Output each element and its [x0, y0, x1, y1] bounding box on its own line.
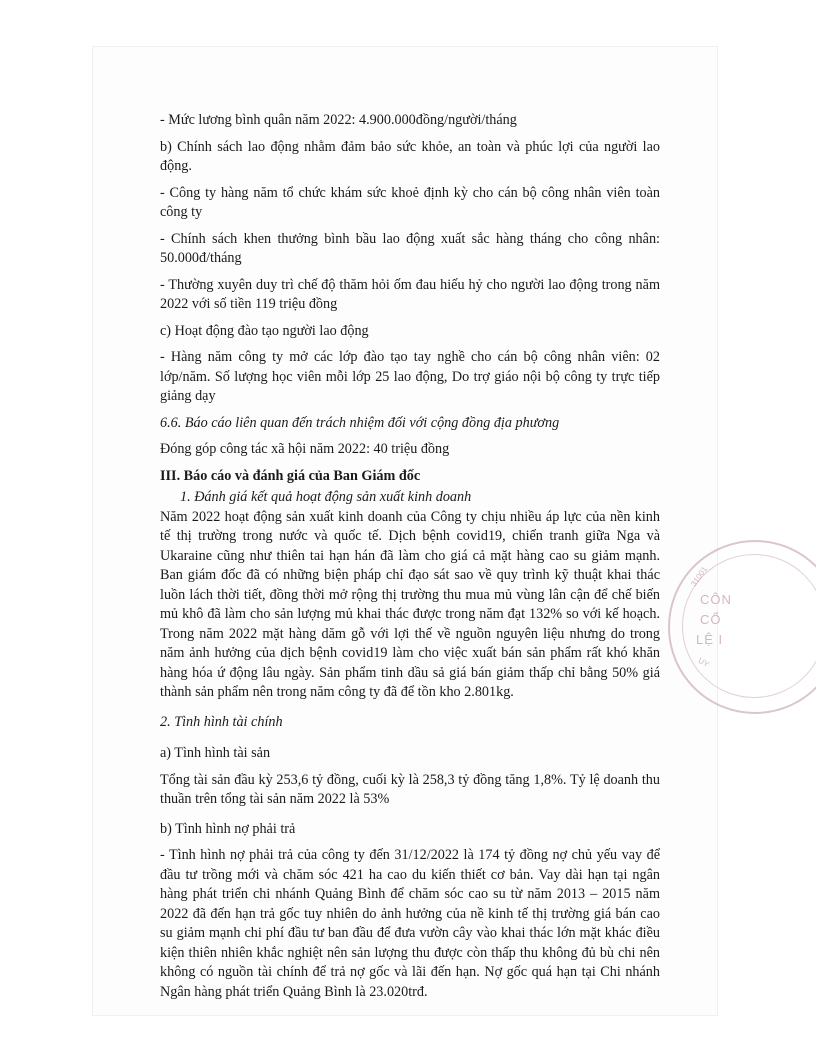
paragraph-health-check: - Công ty hàng năm tổ chức khám sức khoẻ định kỳ cho cán bộ công nhân viên toàn công ty: [160, 184, 660, 220]
section-heading-community: 6.6. Báo cáo liên quan đến trách nhiệm đối với cộng đồng địa phương: [160, 414, 560, 431]
paragraph-reward-policy: - Chính sách khen thưởng bình bầu lao động xuất sắc hàng tháng cho công nhân: 50.000đ/tháng: [160, 230, 660, 266]
paragraph-average-salary: - Mức lương bình quân năm 2022: 4.900.000đồng/người/tháng: [160, 112, 517, 128]
paragraph-liabilities-heading: b) Tình hình nợ phải trả: [160, 820, 296, 837]
paragraph-welfare: - Thường xuyên duy trì chế độ thăm hỏi ốm đau hiếu hỷ cho người lao động trong năm 2022 với số tiền 119 triệu đồng: [160, 276, 660, 312]
paragraph-social-contribution: Đóng góp công tác xã hội năm 2022: 40 triệu đồng: [160, 441, 450, 457]
seal-text-line3: LỆ I: [696, 632, 724, 647]
paragraph-training-heading: c) Hoạt động đào tạo người lao động: [160, 322, 369, 339]
paragraph-business-results: Năm 2022 hoạt động sản xuất kinh doanh của Công ty chịu nhiều áp lực của nền kinh tế thị trường trong nước và quốc tế. Dịch bệnh covid19, chiến tranh giữa Nga và Ukaraine cũng như thiên tai hạn hán đã làm cho giá cả mặt hàng cao su giảm mạnh. Ban giám đốc đã có những biện pháp chỉ đạo sát sao về quy trình kỹ thuật khai thác luồn lách thời tiết, đồng thời mở rộng thị trường thu mua mủ vùng lân cận để chế biến mủ khô đã làm cho sản lượng mủ khai thác được trong năm đạt 132% so với kế hoạch. Trong năm 2022 mặt hàng dăm gỗ với lợi thế về nguồn nguyên liệu nhưng do trong năm ảnh hưởng của dịch bệnh covid19 làm cho việc xuất bán sản phẩm rất khó khăn hàng hóa ứ động lâu ngày. Sản phẩm tinh dầu sả giá bán giảm thấp chỉ bằng 50% giá thành sản phẩm nên trong năm công ty đã để tồn kho 2.801kg.: [160, 508, 660, 700]
seal-arc-bottom-text: UY: [696, 655, 711, 670]
paragraph-training-classes: - Hàng năm công ty mở các lớp đào tạo tay nghề cho cán bộ công nhân viên: 02 lớp/năm. Số lượng học viên mỗi lớp 25 lao động, Do trợ giáo nội bộ công ty trực tiếp giảng dạy: [160, 349, 660, 404]
subheading-business-results: 1. Đánh giá kết quả hoạt động sản xuất kinh doanh: [180, 489, 472, 505]
seal-arc-top-text: 31001: [689, 564, 710, 589]
section-heading-management-report: III. Báo cáo và đánh giá của Ban Giám đốc: [160, 467, 421, 484]
paragraph-liabilities: - Tình hình nợ phải trả của công ty đến 31/12/2022 là 174 tỷ đồng nợ chủ yếu vay để đầu tư trồng mới và chăm sóc 421 ha cao du kiến thiết cơ bản. Vay dài hạn tại ngân hàng phát triển chi nhánh Quảng Bình để chăm sóc cao su từ năm 2013 – 2015 năm 2022 đã đến hạn trả gốc tuy nhiên do ảnh hưởng của nề kinh tế thị trường giá bán cao su giảm mạnh chi phí đầu tư ban đầu để đưa vườn cây vào khai thác lớn mặt khác điều kiện thiên nhiên khắc nghiệt nên sản lượng thu được còn thấp thu không đủ bù chi nên không có nguồn tài chính để trả nợ gốc và lãi đến hạn. Nợ gốc quá hạn tại Chi nhánh Ngân hàng phát triển Quảng Bình là 23.020trđ.: [160, 847, 660, 1000]
paragraph-assets-heading: a) Tình hình tài sản: [160, 745, 271, 761]
seal-text-line2: CỔ: [700, 612, 722, 627]
paragraph-labor-policy: b) Chính sách lao động nhằm đảm bảo sức khỏe, an toàn và phúc lợi của người lao động.: [160, 138, 660, 174]
document-body: [160, 111, 660, 1012]
seal-text-line1: CÔN: [700, 592, 732, 607]
subheading-financial-status: 2. Tình hình tài chính: [160, 713, 283, 730]
paragraph-assets: Tổng tài sản đầu kỳ 253,6 tỷ đồng, cuối kỳ là 258,3 tỷ đồng tăng 1,8%. Tỷ lệ doanh thu thuần trên tổng tài sản năm 2022 là 53%: [160, 771, 660, 807]
